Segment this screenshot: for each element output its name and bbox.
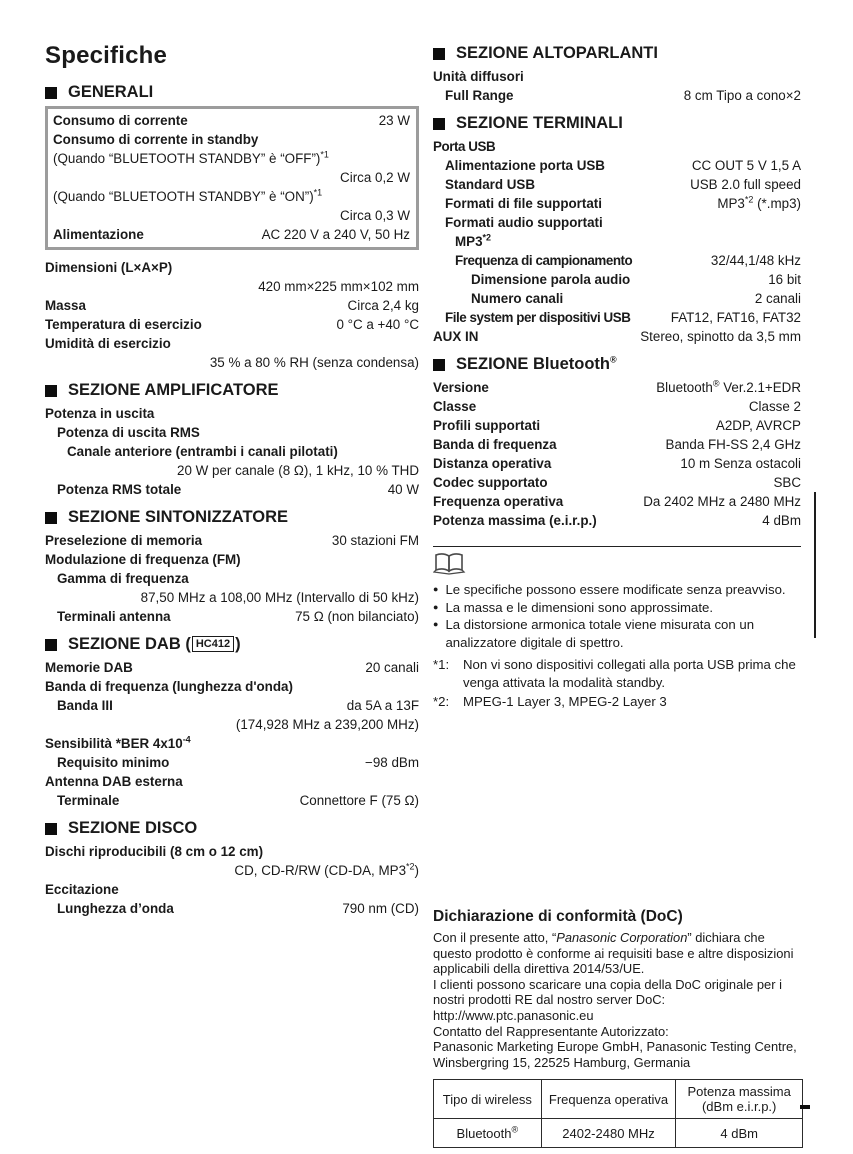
spec-row: Banda di frequenza (lunghezza d'onda): [45, 679, 293, 694]
section-heading-dab: SEZIONE DAB ( HC412 ): [45, 635, 419, 654]
spec-row: Memorie DAB 20 canali: [45, 660, 419, 675]
square-bullet-icon: [45, 639, 57, 651]
spec-row: Terminale Connettore F (75 Ω): [57, 793, 419, 808]
spec-row: Temperatura di esercizio 0 °C a +40 °C: [45, 317, 419, 332]
spec-row: Banda III da 5A a 13F: [57, 698, 419, 713]
spec-row: Alimentazione AC 220 V a 240 V, 50 Hz: [53, 227, 410, 242]
spec-row: (174,928 MHz a 239,200 MHz): [235, 717, 419, 732]
spec-row: Formati audio supportati: [445, 215, 603, 230]
spec-row: AUX IN Stereo, spinotto da 3,5 mm: [433, 329, 801, 344]
spec-row: 87,50 MHz a 108,00 MHz (Intervallo di 50 kHz): [140, 590, 419, 605]
table-header: Frequenza operativa: [541, 1080, 676, 1119]
open-book-icon: [433, 552, 467, 575]
spec-row: 20 W per canale (8 Ω), 1 kHz, 10 % THD: [177, 463, 419, 478]
model-badge: HC412: [192, 636, 234, 652]
spec-row: Circa 0,3 W: [340, 208, 410, 223]
table-header: Tipo di wireless: [434, 1080, 542, 1119]
bullet-icon: ●: [433, 619, 439, 629]
spec-row: Profili supportati A2DP, AVRCP: [433, 418, 801, 433]
section-heading-sintonizzatore: SEZIONE SINTONIZZATORE: [45, 508, 419, 527]
spec-row: Versione Bluetooth® Ver.2.1+EDR: [433, 378, 801, 395]
page-title: Specifiche: [45, 42, 168, 69]
spec-row: MP3$^{*2}$: [455, 232, 492, 249]
square-bullet-icon: [433, 48, 445, 60]
spec-row: Sensibilità *BER $4x10^{-4}$: [45, 734, 191, 751]
bullet-icon: ●: [433, 584, 439, 594]
spec-row: Massa Circa 2,4 kg: [45, 298, 419, 313]
doc-paragraph: Winsbergring 15, 22525 Hamburg, Germania: [433, 1054, 691, 1070]
footnote-1: *1: Non vi sono dispositivi collegati alla porta USB prima che venga attivata la modalità standby.: [433, 657, 796, 690]
bullet-icon: ●: [433, 601, 439, 612]
section-heading-generali: GENERALI: [45, 83, 419, 102]
wireless-spec-table: [433, 1079, 803, 1148]
revision-change-bar: [814, 492, 816, 638]
spec-row: (Quando “BLUETOOTH STANDBY” è “OFF”)$^{*1}$: [53, 149, 329, 166]
spec-row: File system per dispositivi USB FAT12, FAT16, FAT32: [445, 310, 801, 325]
spec-row: Requisito minimo −98 dBm: [57, 755, 419, 770]
square-bullet-icon: [45, 512, 57, 524]
spec-row: 35 % a 80 % RH (senza condensa): [209, 355, 419, 370]
spec-row: Potenza massima (e.i.r.p.) 4 dBm: [433, 513, 801, 528]
table-cell: 2402-2480 MHz: [541, 1119, 676, 1148]
square-bullet-icon: [433, 118, 445, 130]
doc-paragraph: I clienti possono scaricare una copia della DoC originale per i nostri prodotti RE dal nostro server DoC:: [433, 976, 782, 1008]
section-heading-bluetooth: SEZIONE Bluetooth®: [433, 355, 801, 374]
spec-row: 420 mm×225 mm×102 mm: [258, 279, 419, 294]
spec-row: Codec supportato SBC: [433, 475, 801, 490]
spec-row: Lunghezza d’onda 790 nm (CD): [57, 901, 419, 916]
spec-row: Modulazione di frequenza (FM): [45, 552, 241, 567]
note-item: ● La massa e le dimensioni sono approssimate.: [433, 599, 713, 615]
spec-row: Consumo di corrente in standby: [53, 132, 259, 147]
doc-paragraph: Contatto del Rappresentante Autorizzato:: [433, 1023, 669, 1039]
spec-row: Dischi riproducibili (8 cm o 12 cm): [45, 844, 264, 859]
section-heading-altoparlanti: SEZIONE ALTOPARLANTI: [433, 44, 801, 63]
table-cell: 4 dBm: [676, 1119, 803, 1148]
spec-row: Banda di frequenza Banda FH-SS 2,4 GHz: [433, 437, 801, 452]
spec-row: Classe Classe 2: [433, 399, 801, 414]
spec-row: Frequenza operativa Da 2402 MHz a 2480 MHz: [433, 494, 801, 509]
note-item: ● La distorsione armonica totale viene misurata con un analizzatore digitale di spettro.: [433, 617, 755, 650]
spec-row: Canale anteriore (entrambi i canali pilotati): [67, 444, 338, 459]
doc-paragraph: Panasonic Marketing Europe GmbH, Panasonic Testing Centre,: [433, 1039, 797, 1055]
square-bullet-icon: [45, 87, 57, 99]
right-column: [433, 44, 801, 711]
square-bullet-icon: [433, 359, 445, 371]
power-consumption-box: [45, 106, 419, 250]
square-bullet-icon: [45, 385, 57, 397]
spec-row: Porta USB: [433, 139, 496, 154]
square-bullet-icon: [45, 823, 57, 835]
spec-row: Distanza operativa 10 m Senza ostacoli: [433, 456, 801, 471]
spec-row: Consumo di corrente 23 W: [53, 113, 410, 128]
spec-row: Preselezione di memoria 30 stazioni FM: [45, 533, 419, 548]
doc-heading: Dichiarazione di conformità (DoC): [433, 908, 683, 925]
spec-row: Dimensioni (L×A×P): [45, 260, 173, 275]
spec-row: CD, CD-R/RW (CD-DA, MP3$^{*2}$): [234, 861, 419, 878]
spec-row: Formati di file supportati MP3$^{*2}$ (*.mp3): [445, 194, 801, 211]
spec-row: Numero canali 2 canali: [471, 291, 801, 306]
table-row: [434, 1119, 803, 1148]
table-header: Potenza massima (dBm e.i.r.p.): [676, 1080, 803, 1119]
spec-row: Alimentazione porta USB CC OUT 5 V 1,5 A: [445, 158, 801, 173]
spec-row: Gamma di frequenza: [57, 571, 189, 586]
spec-row: Potenza RMS totale 40 W: [57, 482, 419, 497]
spec-row: Full Range 8 cm Tipo a cono×2: [445, 88, 801, 103]
spec-row: Terminali antenna 75 Ω (non bilanciato): [57, 609, 419, 624]
note-item: ● Le specifiche possono essere modificate senza preavviso.: [433, 582, 786, 597]
section-heading-amplificatore: SEZIONE AMPLIFICATORE: [45, 381, 419, 400]
spec-row: Standard USB USB 2.0 full speed: [445, 177, 801, 192]
spec-row: Eccitazione: [45, 882, 119, 897]
notes-divider: [433, 546, 801, 547]
spec-row: Frequenza di campionamento 32/44,1/48 kHz: [455, 253, 801, 268]
section-heading-disco: SEZIONE DISCO: [45, 819, 419, 838]
spec-row: Potenza di uscita RMS: [57, 425, 200, 440]
spec-row: Dimensione parola audio 16 bit: [471, 272, 801, 287]
notes-section: [433, 546, 801, 711]
left-column: [45, 42, 419, 918]
footnote-2: *2: MPEG-1 Layer 3, MPEG-2 Layer 3: [433, 694, 667, 709]
declaration-of-conformity: [433, 908, 803, 1148]
doc-url: http://www.ptc.panasonic.eu: [433, 1007, 594, 1023]
spec-row: (Quando “BLUETOOTH STANDBY” è “ON”)$^{*1}$: [53, 187, 323, 204]
spec-row: Circa 0,2 W: [340, 170, 410, 185]
spec-row: Antenna DAB esterna: [45, 774, 183, 789]
doc-paragraph: Con il presente atto, “Panasonic Corporation” dichiara che questo prodotto è conforme ai requisiti base e altre disposizioni applicabili della direttiva 2014/53/UE.: [433, 930, 794, 977]
page-corner-mark: [800, 1105, 810, 1109]
spec-row: Umidità di esercizio: [45, 336, 171, 351]
table-cell: Bluetooth®: [434, 1119, 542, 1148]
spec-row: Potenza in uscita: [45, 406, 155, 421]
spec-row: Unità diffusori: [433, 69, 524, 84]
section-heading-terminali: SEZIONE TERMINALI: [433, 114, 801, 133]
